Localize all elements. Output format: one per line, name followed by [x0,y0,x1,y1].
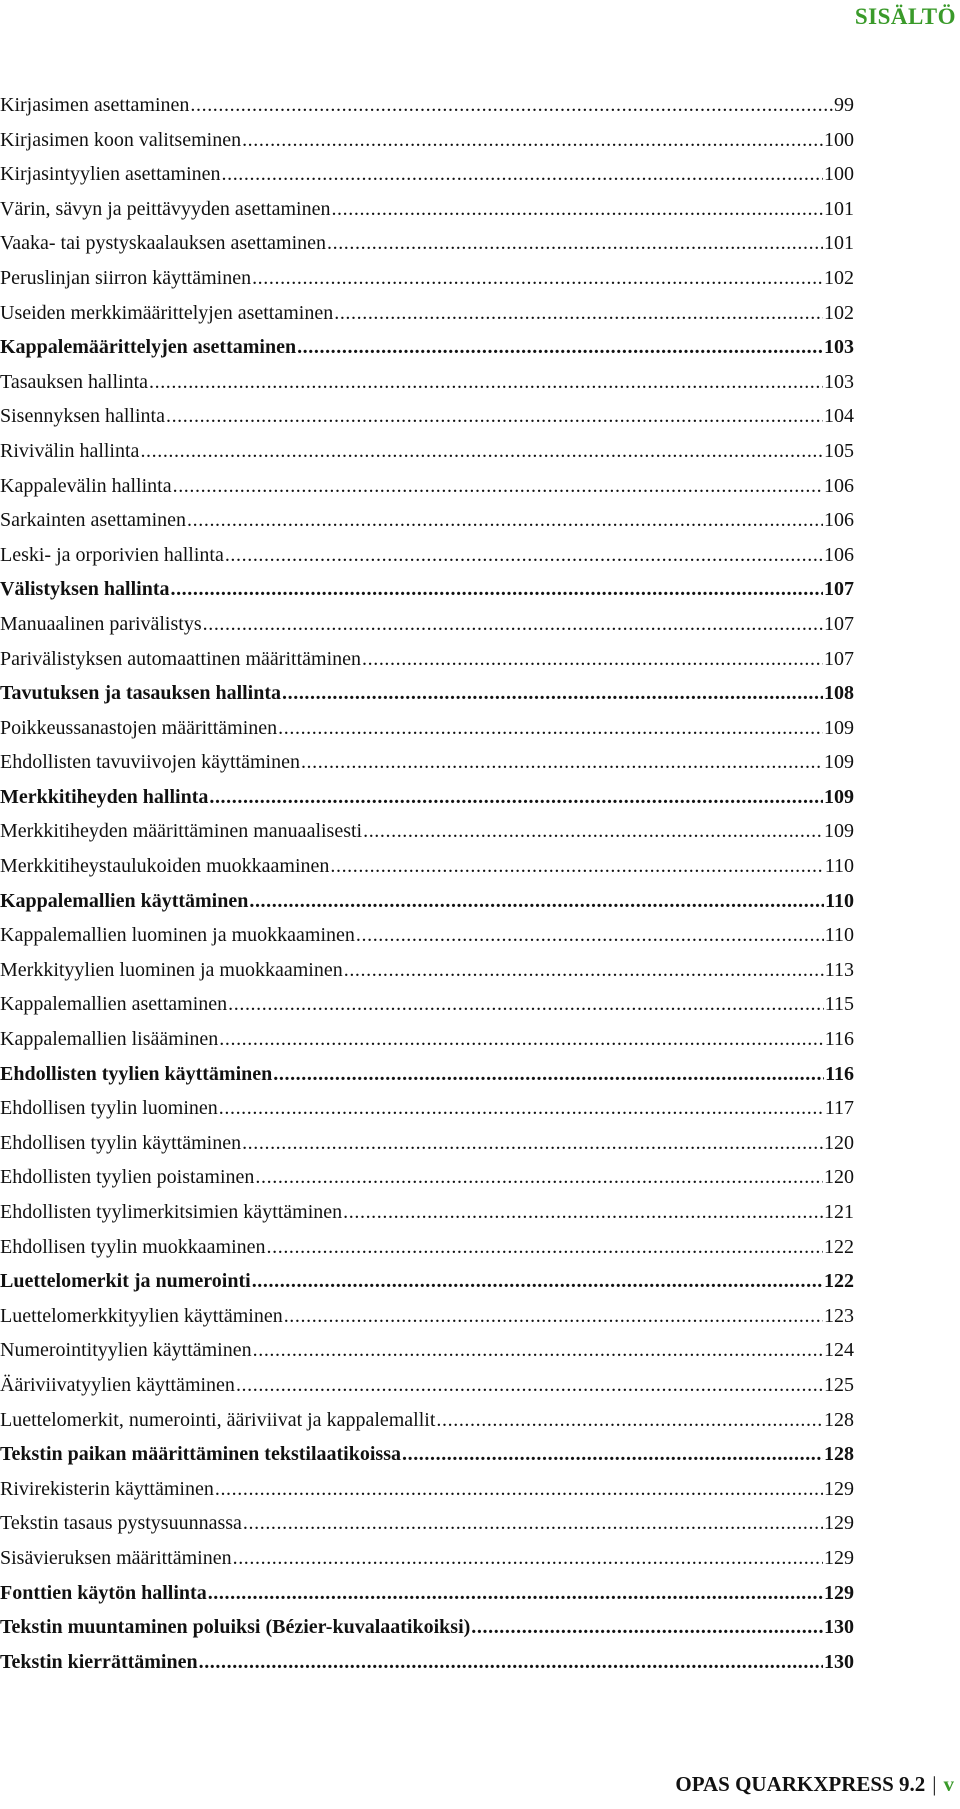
toc-entry-page: 120 [824,1131,854,1154]
page-number: v [943,1772,954,1796]
toc-entry[interactable] [0,88,854,123]
toc-entry-label: Luettelomerkit ja numerointi [0,1270,251,1293]
toc-entry-label: Peruslinjan siirron käyttäminen [0,266,252,289]
toc-dot-leader [363,814,823,849]
toc-entry-page: 116 [824,1028,854,1051]
toc-entry[interactable] [0,849,854,884]
toc-dot-leader [273,1057,824,1092]
toc-entry[interactable] [0,123,854,158]
toc-entry[interactable] [0,503,854,538]
toc-dot-leader [225,538,823,573]
toc-entry-label: Sisennyksen hallinta [0,405,165,428]
toc-dot-leader [356,918,824,953]
toc-entry-page: 129 [824,1512,854,1535]
toc-dot-leader [149,365,823,400]
toc-entry[interactable] [0,711,854,746]
toc-dot-leader [297,330,823,365]
toc-entry-page: 107 [824,578,854,601]
toc-entry[interactable] [0,642,854,677]
toc-entry-page: 106 [824,474,854,497]
toc-entry-label: Kappalemallien lisääminen [0,1028,219,1051]
toc-entry-label: Ääriviivatyylien käyttäminen [0,1373,235,1396]
toc-dot-leader [330,849,823,884]
toc-entry-page: 115 [824,993,854,1016]
toc-entry[interactable] [0,1368,854,1403]
toc-dot-leader [222,157,824,192]
toc-section-entry[interactable] [0,884,854,919]
toc-section-entry[interactable] [0,1576,854,1611]
toc-entry[interactable] [0,918,854,953]
toc-entry[interactable] [0,1022,854,1057]
toc-dot-leader [187,503,823,538]
toc-dot-leader [278,711,823,746]
toc-entry-page: 124 [824,1339,854,1362]
toc-entry[interactable] [0,1299,854,1334]
table-of-contents [0,88,854,1679]
toc-entry-page: 122 [824,1270,854,1293]
section-title: SISÄLTÖ [854,4,956,29]
toc-entry-label: Tasauksen hallinta [0,370,148,393]
toc-dot-leader [209,780,823,815]
toc-entry-page: 128 [824,1443,854,1466]
toc-entry-label: Sarkainten asettaminen [0,509,187,532]
toc-dot-leader [282,676,823,711]
toc-entry[interactable] [0,1541,854,1576]
toc-dot-leader [471,1610,823,1645]
toc-entry[interactable] [0,469,854,504]
toc-entry-page: 130 [824,1616,854,1639]
toc-entry[interactable] [0,1091,854,1126]
toc-entry-page: 125 [824,1373,854,1396]
toc-entry-label: Tavutuksen ja tasauksen hallinta [0,682,282,705]
toc-dot-leader [327,226,823,261]
toc-entry-page: 123 [824,1304,854,1327]
toc-dot-leader [362,642,823,677]
toc-dot-leader [284,1299,823,1334]
footer-separator: | [932,1772,937,1796]
toc-dot-leader [173,469,823,504]
toc-entry-label: Ehdollisen tyylin käyttäminen [0,1131,242,1154]
toc-entry-page: 116 [825,1062,854,1085]
toc-dot-leader [242,123,823,158]
toc-dot-leader [343,1195,823,1230]
toc-entry-label: Ehdollisten tavuviivojen käyttäminen [0,751,300,774]
toc-entry-page: 129 [824,1477,854,1500]
toc-entry[interactable] [0,226,854,261]
toc-entry-label: Kappalevälin hallinta [0,474,172,497]
toc-section-entry[interactable] [0,1437,854,1472]
toc-entry[interactable] [0,1195,854,1230]
toc-entry-page: 130 [824,1650,854,1673]
toc-section-entry[interactable] [0,1264,854,1299]
toc-entry[interactable] [0,607,854,642]
toc-dot-leader [402,1437,823,1472]
toc-entry[interactable] [0,1472,854,1507]
toc-dot-leader [253,1333,823,1368]
toc-section-entry[interactable] [0,1645,854,1680]
toc-dot-leader [252,261,823,296]
toc-entry-label: Parivälistyksen automaattinen määrittäminen [0,647,362,670]
toc-dot-leader [243,1506,823,1541]
toc-entry-page: 102 [824,301,854,324]
toc-entry[interactable] [0,987,854,1022]
toc-entry[interactable] [0,434,854,469]
toc-entry-page: 128 [824,1408,854,1431]
toc-entry[interactable] [0,1160,854,1195]
toc-dot-leader [228,987,824,1022]
toc-entry[interactable] [0,296,854,331]
toc-section-entry[interactable] [0,330,854,365]
toc-entry-label: Kirjasimen koon valitseminen [0,128,242,151]
toc-dot-leader [166,399,823,434]
toc-entry-page: 103 [824,370,854,393]
toc-entry-page: 110 [825,889,854,912]
toc-entry-page: 104 [824,405,854,428]
toc-entry-label: Ehdollisen tyylin luominen [0,1097,218,1120]
toc-entry-page: 109 [824,820,854,843]
toc-entry-label: Ehdollisten tyylien poistaminen [0,1166,255,1189]
toc-dot-leader [331,192,823,227]
toc-entry-page: 105 [824,439,854,462]
toc-dot-leader [208,1576,823,1611]
toc-entry-page: 122 [824,1235,854,1258]
toc-entry-label: Merkkitiheyden määrittäminen manuaalisesti [0,820,363,843]
toc-dot-leader [267,1230,823,1265]
toc-dot-leader [190,88,833,123]
toc-entry[interactable] [0,953,854,988]
toc-entry-page: 99 [834,94,854,116]
toc-entry-label: Vaaka- tai pystyskaalauksen asettaminen [0,232,326,255]
toc-entry-page: 100 [824,163,854,186]
toc-dot-leader [170,572,823,607]
toc-entry[interactable] [0,745,854,780]
toc-dot-leader [255,1160,823,1195]
toc-entry-label: Manuaalinen parivälistys [0,612,202,635]
toc-dot-leader [242,1126,823,1161]
toc-entry-label: Fonttien käytön hallinta [0,1581,207,1604]
toc-entry-page: 129 [824,1581,854,1604]
toc-entry-page: 113 [824,958,854,981]
toc-entry-page: 103 [824,336,854,359]
toc-entry-label: Rivirekisterin käyttäminen [0,1477,214,1500]
toc-entry[interactable] [0,1333,854,1368]
toc-section-entry[interactable] [0,572,854,607]
toc-entry[interactable] [0,1230,854,1265]
toc-entry-label: Värin, sävyn ja peittävyyden asettaminen [0,197,331,220]
toc-entry[interactable] [0,1403,854,1438]
toc-entry-label: Sisävieruksen määrittäminen [0,1546,232,1569]
toc-dot-leader [203,607,823,642]
toc-entry-label: Kappalemäärittelyjen asettaminen [0,336,297,359]
toc-entry-label: Merkkitiheystaulukoiden muokkaaminen [0,855,330,878]
toc-dot-leader [249,884,824,919]
toc-entry[interactable] [0,1126,854,1161]
toc-dot-leader [219,1022,823,1057]
toc-entry-page: 110 [824,855,854,878]
toc-dot-leader [334,296,823,331]
toc-entry-label: Ehdollisen tyylin muokkaaminen [0,1235,266,1258]
toc-entry-page: 101 [824,232,854,255]
toc-entry-label: Kappalemallien asettaminen [0,993,228,1016]
toc-dot-leader [215,1472,823,1507]
toc-entry[interactable] [0,365,854,400]
toc-dot-leader [219,1091,824,1126]
toc-entry-label: Luettelomerkkityylien käyttäminen [0,1304,283,1327]
toc-section-entry[interactable] [0,1610,854,1645]
toc-section-entry[interactable] [0,1057,854,1092]
toc-entry-label: Poikkeussanastojen määrittäminen [0,716,278,739]
toc-entry-page: 107 [824,612,854,635]
page-footer [675,1772,954,1797]
toc-entry-label: Tekstin tasaus pystysuunnassa [0,1512,242,1535]
toc-entry-label: Tekstin paikan määrittäminen tekstilaatikoissa [0,1443,401,1466]
toc-entry-label: Merkkityylien luominen ja muokkaaminen [0,958,343,981]
toc-entry-page: 109 [824,716,854,739]
toc-dot-leader [301,745,823,780]
guide-title: OPAS QUARKXPRESS 9.2 [675,1772,926,1796]
toc-entry-page: 102 [824,266,854,289]
toc-entry-label: Välistyksen hallinta [0,578,170,601]
toc-entry[interactable] [0,538,854,573]
toc-dot-leader [344,953,824,988]
toc-entry-label: Rivivälin hallinta [0,439,140,462]
toc-entry-page: 109 [824,785,854,808]
toc-entry-page: 106 [824,509,854,532]
toc-entry-label: Tekstin kierrättäminen [0,1650,198,1673]
toc-dot-leader [140,434,823,469]
toc-section-entry[interactable] [0,676,854,711]
toc-entry-label: Merkkitiheyden hallinta [0,785,209,808]
toc-entry-label: Luettelomerkit, numerointi, ääriviivat ja kappalemallit [0,1408,436,1431]
toc-entry-label: Tekstin muuntaminen poluiksi (Bézier-kuvalaatikoiksi) [0,1616,471,1639]
toc-entry-label: Kappalemallien luominen ja muokkaaminen [0,924,355,947]
toc-entry-page: 100 [824,128,854,151]
toc-entry-label: Ehdollisten tyylien käyttäminen [0,1062,273,1085]
toc-entry-label: Leski- ja orporivien hallinta [0,543,224,566]
toc-entry-label: Useiden merkkimäärittelyjen asettaminen [0,301,334,324]
toc-dot-leader [233,1541,823,1576]
toc-entry-page: 106 [824,543,854,566]
toc-section-entry[interactable] [0,780,854,815]
toc-entry[interactable] [0,814,854,849]
toc-entry[interactable] [0,192,854,227]
toc-entry-page: 109 [824,751,854,774]
toc-entry-page: 121 [824,1201,854,1223]
toc-entry-label: Numerointityylien käyttäminen [0,1339,252,1362]
toc-dot-leader [436,1403,823,1438]
toc-entry-page: 120 [824,1166,854,1189]
toc-dot-leader [199,1645,823,1680]
toc-entry[interactable] [0,157,854,192]
toc-entry-page: 101 [824,197,854,220]
toc-entry-label: Ehdollisten tyylimerkitsimien käyttäminen [0,1201,343,1223]
toc-entry-page: 129 [824,1546,854,1569]
toc-entry-label: Kappalemallien käyttäminen [0,889,249,912]
toc-entry[interactable] [0,1506,854,1541]
toc-entry-label: Kirjasimen asettaminen [0,94,190,116]
toc-entry-label: Kirjasintyylien asettaminen [0,163,221,186]
toc-entry-page: 107 [824,647,854,670]
toc-dot-leader [236,1368,823,1403]
toc-entry[interactable] [0,399,854,434]
toc-entry-page: 108 [824,682,854,705]
toc-entry[interactable] [0,261,854,296]
toc-entry-page: 110 [824,924,854,947]
toc-dot-leader [252,1264,823,1299]
toc-entry-page: 117 [824,1097,854,1120]
